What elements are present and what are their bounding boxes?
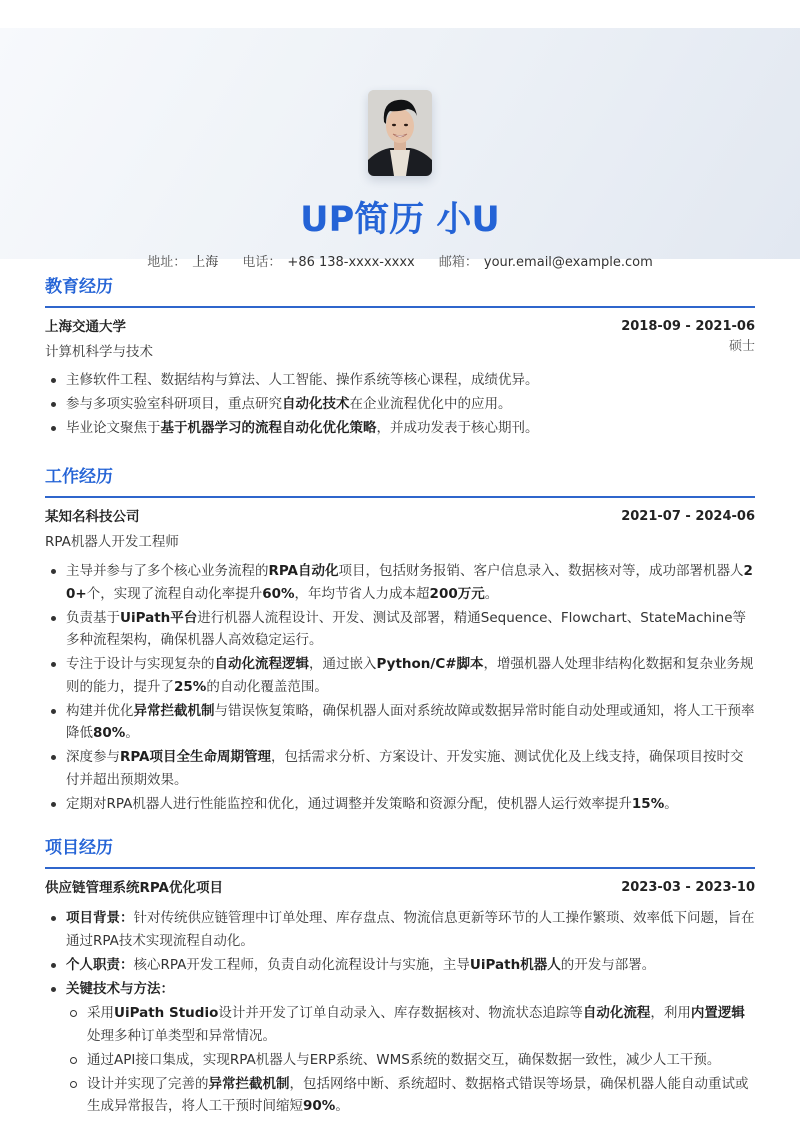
text-segment: 定期对RPA机器人进行性能监控和优化，通过调整并发策略和资源分配，使机器人运行效率提升 (66, 795, 632, 812)
bold-text: RPA自动化 (268, 563, 339, 579)
text-segment: 构建并优化 (66, 702, 134, 719)
bullet-item (45, 746, 755, 791)
bullet-item (45, 393, 755, 416)
bullet-item (45, 793, 755, 816)
major: 计算机科学与技术 (45, 344, 153, 360)
bold-text: UiPath Studio (114, 1005, 219, 1021)
bold-text: 80% (93, 725, 126, 741)
text-segment: 在企业流程优化中的应用。 (349, 396, 512, 412)
bold-text: 个人职责： (66, 956, 134, 973)
company-name: 某知名科技公司 (45, 509, 140, 525)
text-segment: 进行机器人流程设计、开发、测试及部署，精通Sequence、Flowchart、StateMachine等多种流程架构，确保机器人高效稳定运行。 (66, 609, 747, 648)
text-segment: 。 (125, 725, 139, 741)
text-segment: ，年均节省人力成本超 (294, 585, 430, 602)
text-segment: 项目，包括财务报销、客户信息录入、数据核对等，成功部署机器人 (338, 563, 744, 579)
bullet-item (45, 700, 755, 745)
bullet-item (45, 954, 755, 977)
projects-section (45, 836, 755, 1119)
work-date: 2021-07 - 2024-06 (621, 509, 755, 524)
work-section (45, 465, 755, 817)
bold-text: RPA项目全生命周期管理 (120, 749, 271, 765)
education-bullets (45, 369, 755, 440)
bold-text: 自动化流程 (582, 1005, 651, 1021)
phone-label: 电话： (242, 255, 282, 270)
job-role: RPA机器人开发工程师 (45, 534, 179, 550)
work-header-row (45, 507, 755, 527)
sub-bullet-list (66, 1002, 755, 1118)
bold-text: 自动化技术 (282, 396, 350, 412)
contact-phone (242, 253, 414, 273)
text-segment: 专注于设计与实现复杂的 (66, 656, 215, 672)
section-title-work: 工作经历 (45, 467, 113, 487)
profile-photo (368, 90, 432, 176)
candidate-name: UP简历 小U (300, 200, 500, 240)
bold-text: 90% (303, 1098, 336, 1114)
bullet-item (45, 653, 755, 698)
text-segment: 深度参与 (66, 749, 120, 765)
address-value: 上海 (192, 255, 219, 270)
contact-address (147, 253, 218, 273)
school-name: 上海交通大学 (45, 319, 126, 335)
text-segment: 主修软件工程、数据结构与算法、人工智能、操作系统等核心课程，成绩优异。 (66, 372, 539, 388)
education-date: 2018-09 - 2021-06 (621, 319, 755, 334)
education-section (45, 275, 755, 441)
degree: 硕士 (728, 339, 755, 354)
text-segment: 针对传统供应链管理中订单处理、库存盘点、物流信息更新等环节的人工操作繁琐、效率低下问题，旨在通过RPA技术实现流程自动化。 (66, 910, 755, 949)
bullet-item (45, 978, 755, 1118)
project-bullets (45, 907, 755, 1118)
text-segment: ，利用 (650, 1005, 691, 1021)
work-bullets (45, 560, 755, 815)
project-header-row (45, 878, 755, 898)
bullet-item (45, 417, 755, 440)
bullet-item (45, 907, 755, 952)
text-segment: 个，实现了流程自动化率提升 (86, 585, 263, 602)
text-segment: 参与多项实验室科研项目，重点研究 (66, 396, 282, 412)
bold-text: 基于机器学习的流程自动化优化策略 (160, 420, 377, 436)
address-label: 地址： (147, 255, 187, 270)
text-segment: 通过API接口集成，实现RPA机器人与ERP系统、WMS系统的数据交互，确保数据一致性，减少人工干预。 (87, 1051, 721, 1068)
email-label: 邮箱： (438, 255, 478, 270)
sub-bullet-item (66, 1049, 755, 1072)
text-segment: ，包括需求分析、方案设计、开发实施、测试优化及上线支持，确保项目按时交付并超出预期效果。 (66, 749, 744, 788)
text-segment: 的开发与部署。 (560, 956, 656, 973)
sub-bullet-item (66, 1073, 755, 1118)
text-segment: ，通过嵌入 (309, 656, 377, 672)
text-segment: 。 (664, 795, 678, 812)
bold-text: UiPath机器人 (469, 956, 561, 973)
text-segment: 设计并实现了完善的 (87, 1075, 209, 1092)
text-segment: 与错误恢复策略，确保机器人面对系统故障或数据异常时能自动处理或通知，将人工干预率降低 (66, 702, 755, 741)
project-date: 2023-03 - 2023-10 (621, 880, 755, 895)
bold-text: Python/C#脚本 (376, 656, 484, 672)
project-name: 供应链管理系统RPA优化项目 (45, 880, 223, 896)
text-segment: 设计并开发了订单自动录入、库存数据核对、物流状态追踪等 (218, 1005, 583, 1021)
section-title-education: 教育经历 (45, 277, 113, 297)
bullet-item (45, 560, 755, 605)
text-segment: ，包括网络中断、系统超时、数据格式错误等场景，确保机器人能自动重试或生成异常报告，将人工干预时间缩短 (87, 1075, 749, 1114)
bold-text: UiPath平台 (120, 609, 198, 626)
text-segment: 。 (484, 585, 499, 602)
phone-value: +86 138-xxxx-xxxx (287, 255, 415, 270)
education-header-row (45, 317, 755, 337)
bold-text: 60% (262, 585, 295, 602)
text-segment: 主导并参与了多个核心业务流程的 (66, 563, 269, 579)
contact-info (0, 253, 800, 273)
section-title-projects: 项目经历 (45, 838, 113, 858)
bullet-item (45, 369, 755, 392)
text-segment: 。 (335, 1098, 349, 1114)
bold-text: 200万元 (429, 585, 485, 602)
resume-header (0, 28, 800, 270)
text-segment: ，并成功发表于核心期刊。 (376, 420, 539, 436)
education-sub-row (45, 337, 755, 362)
bold-text: 异常拦截机制 (208, 1075, 290, 1092)
text-segment: 毕业论文聚焦于 (66, 420, 161, 436)
email-value[interactable]: your.email@example.com (483, 255, 653, 270)
bold-text: 关键技术与方法： (66, 980, 174, 997)
bold-text: 内置逻辑 (690, 1005, 745, 1021)
bold-text: 项目背景： (66, 910, 134, 926)
bold-text: 异常拦截机制 (133, 702, 215, 719)
text-segment: ，增强机器人处理非结构化数据和复杂业务规则的能力，提升了 (66, 656, 754, 695)
section-divider (45, 306, 755, 308)
portrait-image-icon (368, 90, 432, 176)
contact-email (439, 253, 653, 273)
bold-text: 自动化流程逻辑 (214, 656, 309, 672)
text-segment: 的自动化覆盖范围。 (206, 678, 328, 695)
text-segment: 核心RPA开发工程师，负责自动化流程设计与实施，主导 (133, 956, 470, 973)
text-segment: 负责基于 (66, 609, 120, 626)
text-segment: 处理多种订单类型和异常情况。 (87, 1027, 276, 1044)
text-segment: 采用 (87, 1005, 114, 1021)
bold-text: 25% (174, 678, 207, 695)
section-divider (45, 496, 755, 498)
bold-text: 20+ (66, 563, 753, 602)
bold-text: 15% (631, 795, 665, 812)
section-divider (45, 867, 755, 869)
sub-bullet-item (66, 1002, 755, 1047)
bullet-item (45, 607, 755, 652)
